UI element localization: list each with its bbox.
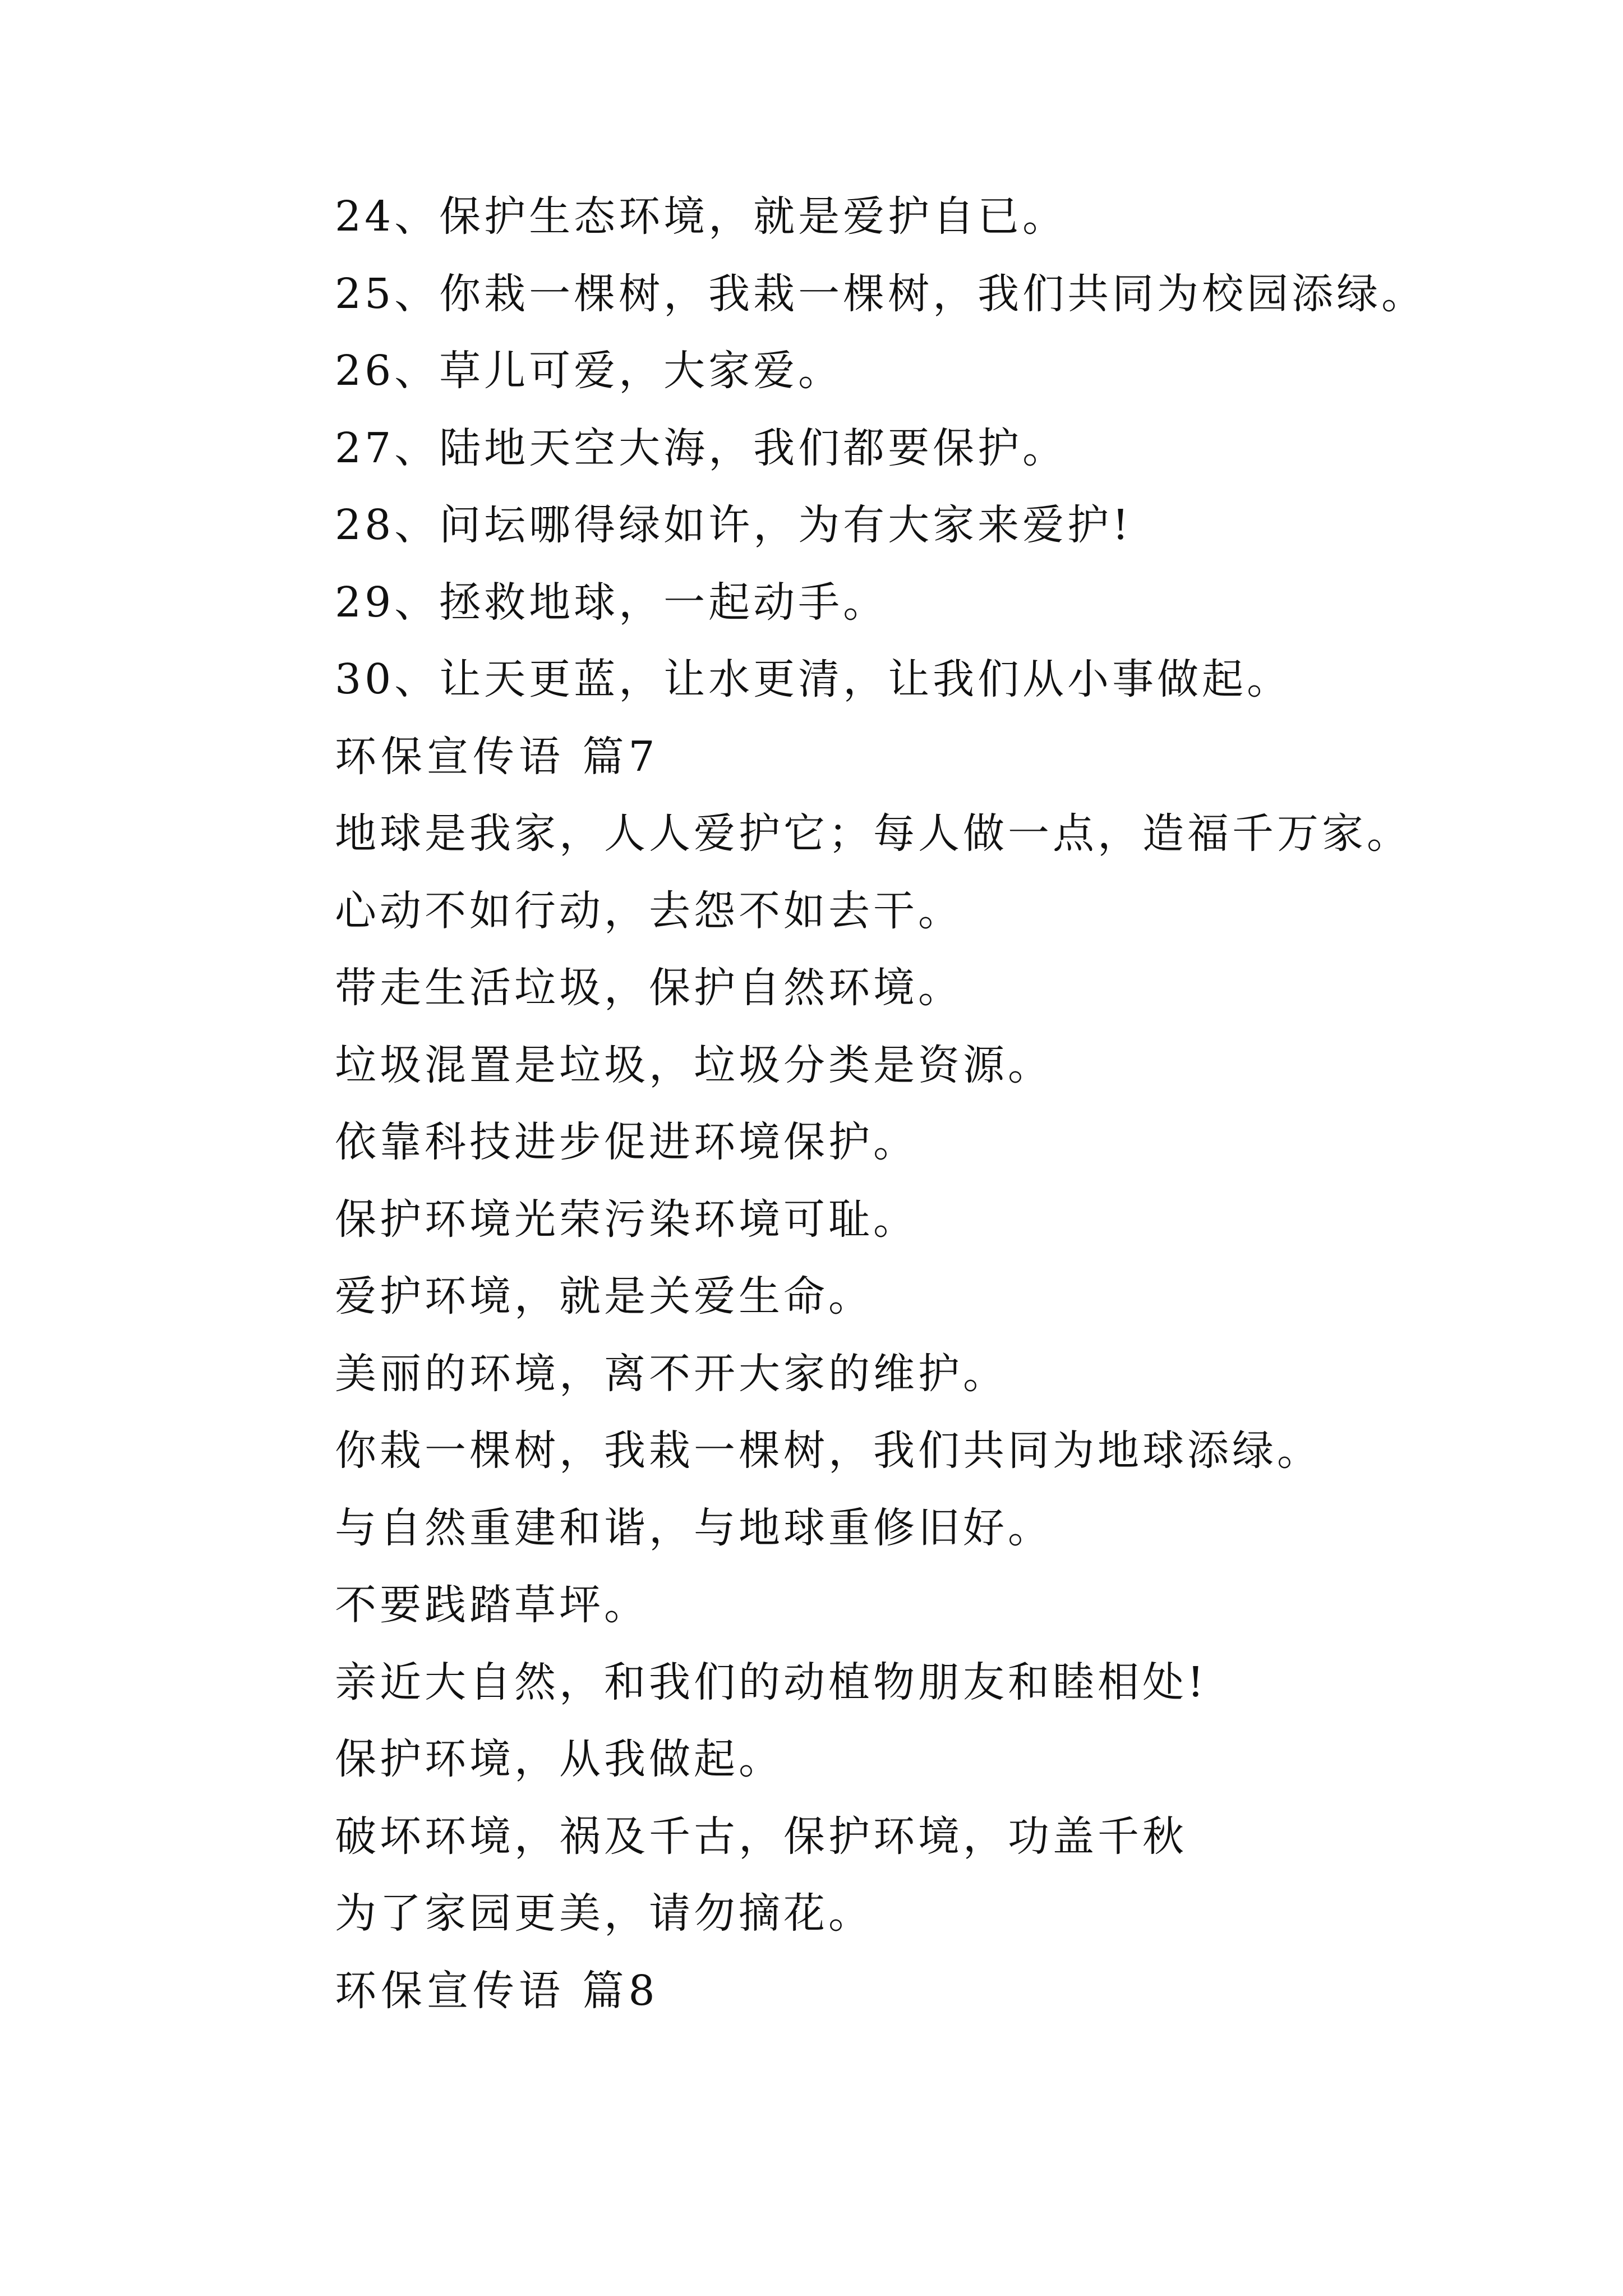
slogan-line: 垃圾混置是垃圾，垃圾分类是资源。: [335, 1041, 1053, 1089]
slogan-line: 亲近大自然，和我们的动植物朋友和睦相处!: [335, 1658, 1207, 1706]
slogan-line: 25、你栽一棵树，我栽一棵树，我们共同为校园添绿。: [335, 269, 1427, 318]
slogan-line: 爱护环境，就是关爱生命。: [335, 1272, 873, 1320]
slogan-line: 带走生活垃圾，保护自然环境。: [335, 964, 963, 1012]
slogan-line: 27、陆地天空大海，我们都要保护。: [335, 424, 1068, 472]
slogan-line: 保护环境光荣污染环境可耻。: [335, 1195, 918, 1244]
slogan-line: 你栽一棵树，我栽一棵树，我们共同为地球添绿。: [335, 1427, 1322, 1475]
slogan-line: 依靠科技进步促进环境保护。: [335, 1118, 918, 1166]
slogan-line: 与自然重建和谐，与地球重修旧好。: [335, 1503, 1053, 1552]
slogan-line: 破坏环境，祸及千古，保护环境，功盖千秋: [335, 1812, 1187, 1861]
slogan-line: 30、让天更蓝，让水更清，让我们从小事做起。: [335, 655, 1292, 703]
slogan-line: 24、保护生态环境，就是爱护自已。: [335, 192, 1068, 241]
document-body: [335, 178, 1541, 2030]
slogan-line: 美丽的环境，离不开大家的维护。: [335, 1349, 1008, 1398]
slogan-line: 29、拯救地球，一起动手。: [335, 578, 888, 627]
slogan-line: 保护环境，从我做起。: [335, 1735, 783, 1783]
slogan-line: 为了家园更美，请勿摘花。: [335, 1889, 873, 1938]
slogan-line: 地球是我家，人人爱护它；每人做一点，造福千万家。: [335, 809, 1412, 858]
section-heading: 环保宣传语 篇8: [335, 1966, 660, 2015]
slogan-line: 28、问坛哪得绿如许，为有大家来爱护!: [335, 501, 1132, 549]
slogan-line: 26、草儿可爱，大家爱。: [335, 347, 843, 395]
section-heading: 环保宣传语 篇7: [335, 732, 660, 781]
slogan-line: 心动不如行动，去怨不如去干。: [335, 886, 963, 935]
slogan-line: 不要践踏草坪。: [335, 1581, 649, 1629]
